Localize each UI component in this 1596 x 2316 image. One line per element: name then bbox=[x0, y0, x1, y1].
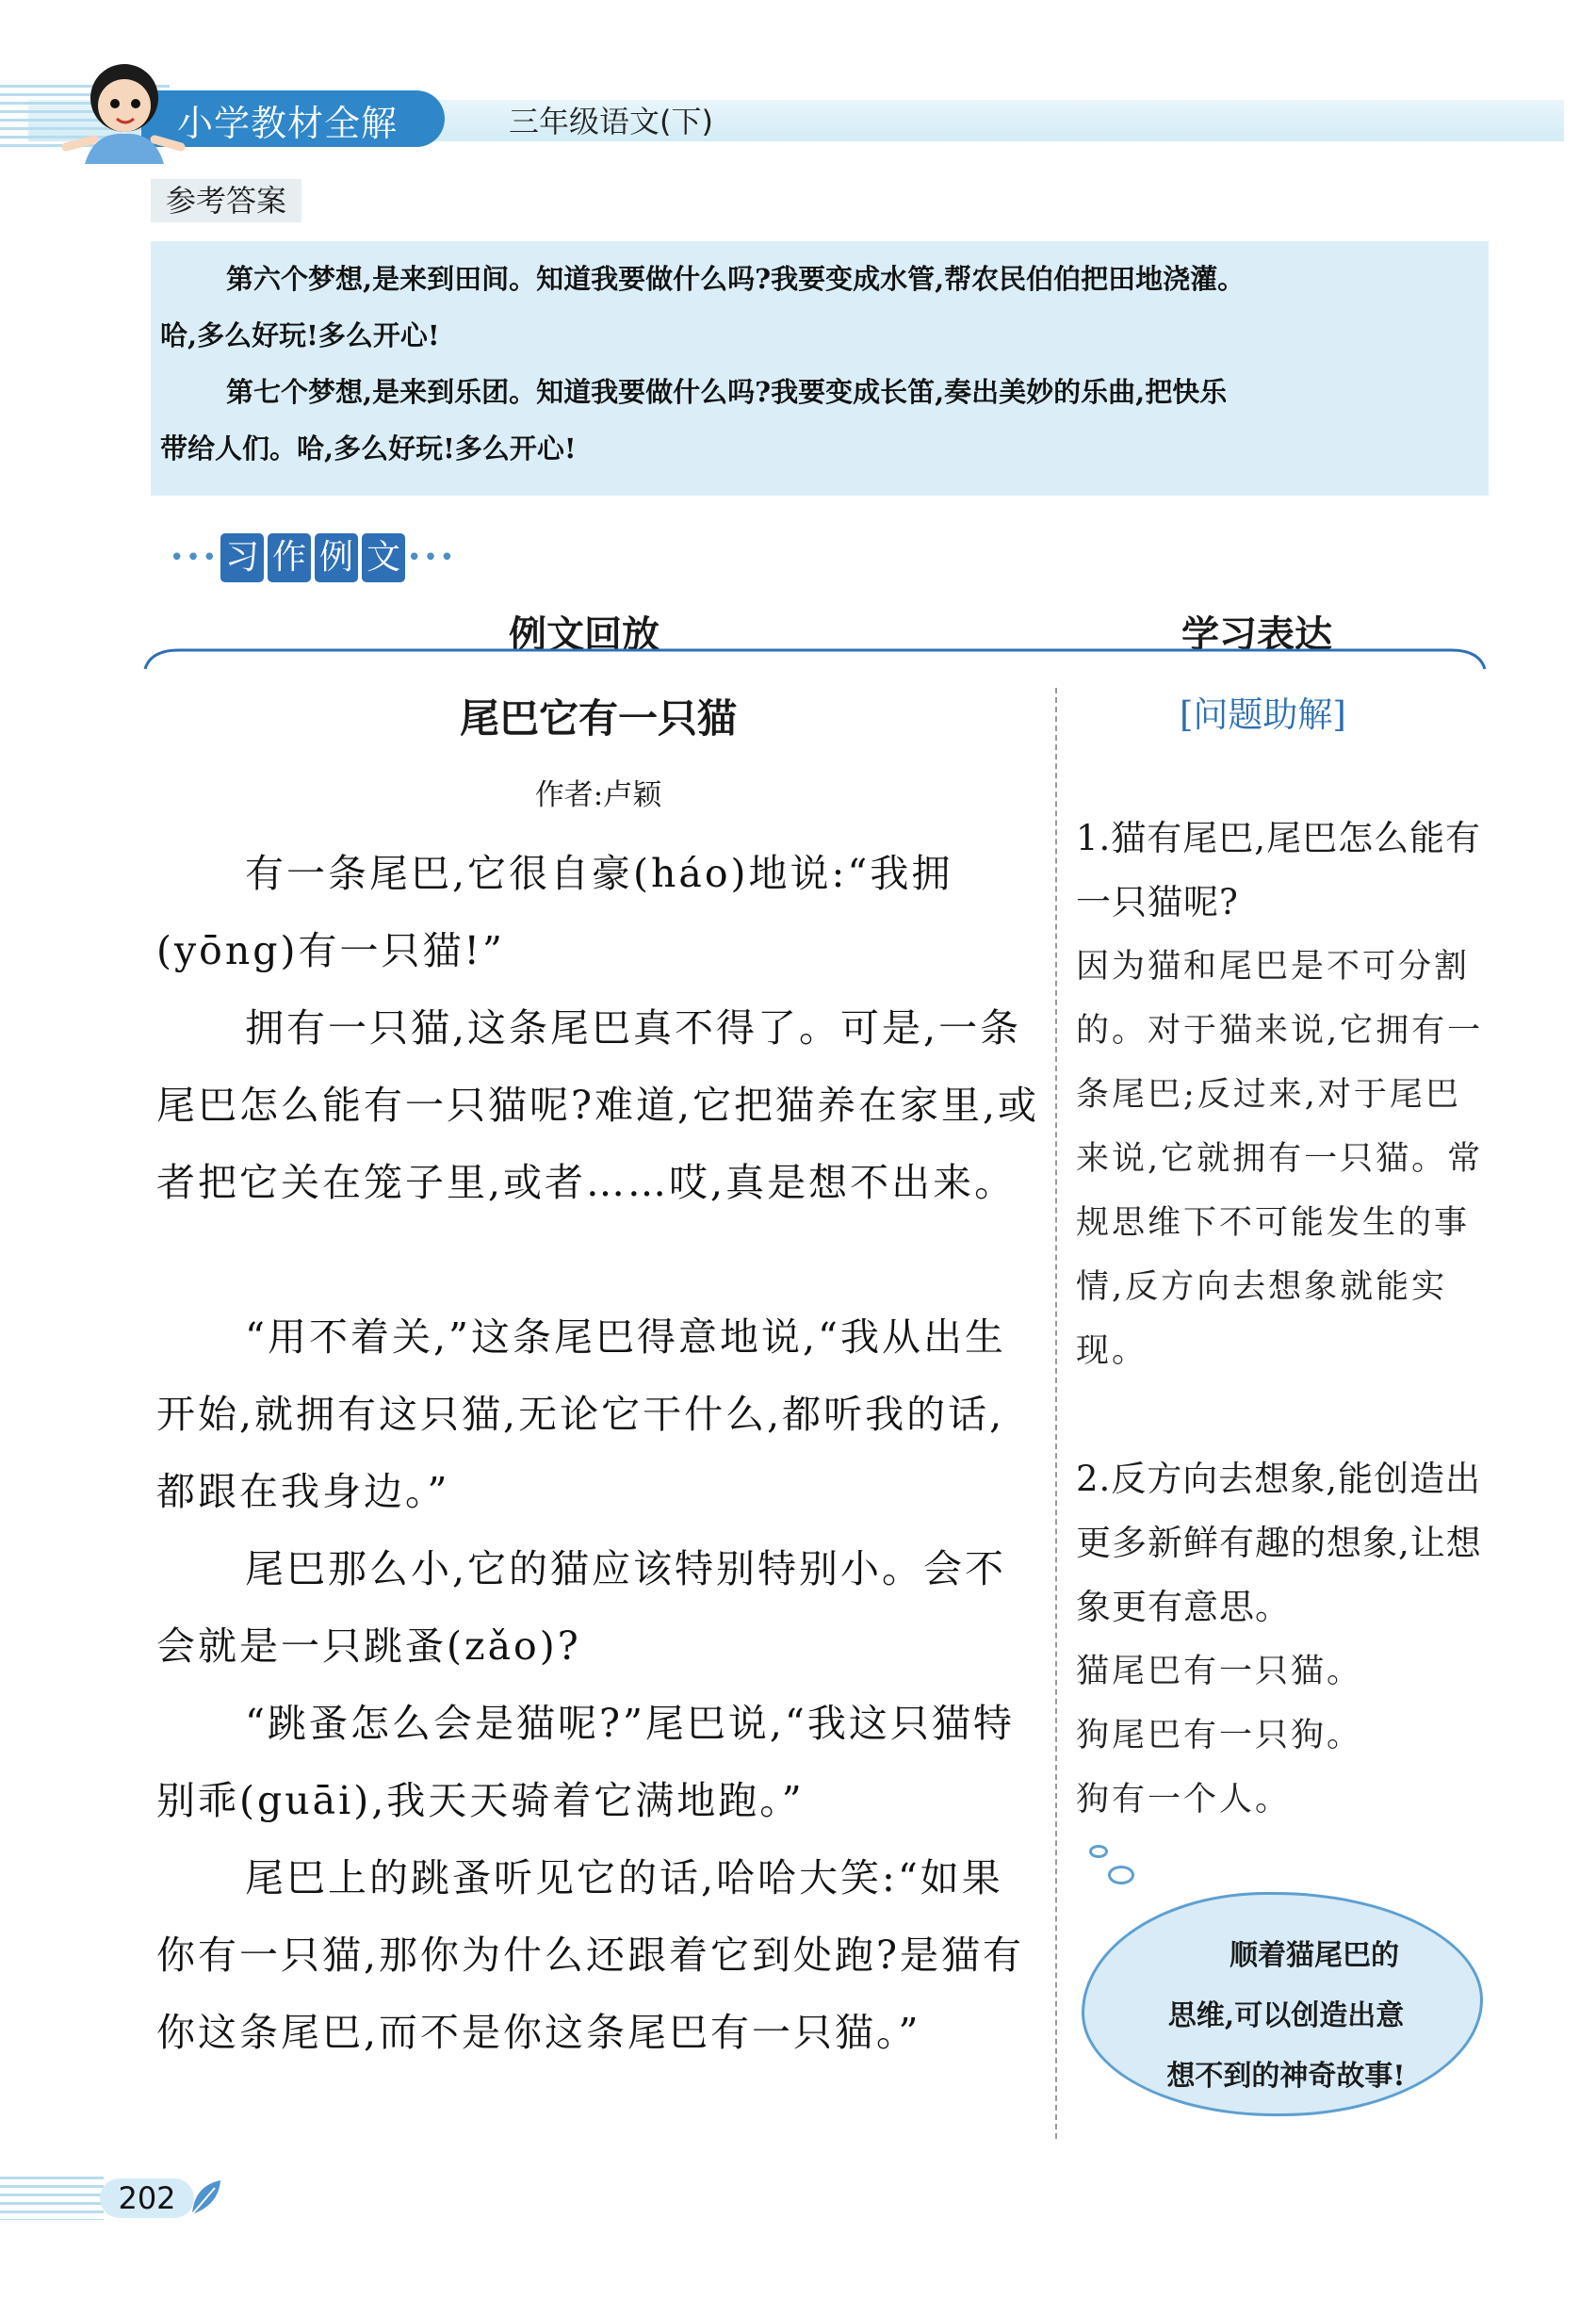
sidebar-example: 狗有一个人。 bbox=[1076, 1781, 1292, 1819]
sidebar-question-2: 2.反方向去想象,能创造出更多新鲜有趣的想象,让想象更有意思。 bbox=[1076, 1459, 1482, 1627]
story-title: 尾巴它有一只猫 bbox=[459, 695, 737, 742]
answer-line: 第七个梦想,是来到乐团。知道我要做什么吗?我要变成长笛,奏出美妙的乐曲,把快乐 bbox=[226, 376, 1228, 408]
bubble-text bbox=[1112, 1926, 1460, 2107]
section-badge bbox=[170, 533, 456, 582]
sidebar-example: 狗尾巴有一只狗。 bbox=[1076, 1717, 1363, 1754]
story-paragraph: “用不着关,”这条尾巴得意地说,“我从出生开始,就拥有这只猫,无论它干什么,都听我的话,都跟在我身边。” bbox=[156, 1314, 1006, 1514]
cartoon-boy-icon bbox=[57, 53, 188, 166]
story-paragraph: 拥有一只猫,这条尾巴真不得了。可是,一条尾巴怎么能有一只猫呢?难道,它把猫养在家里,或者把它关在笼子里,或者……哎,真是想不出来。 bbox=[156, 1005, 1040, 1205]
book-title: 小学教材全解 bbox=[177, 103, 399, 144]
story-author: 作者:卢颖 bbox=[534, 778, 662, 812]
badge-char: 习 bbox=[220, 533, 264, 582]
thought-dot bbox=[1089, 1845, 1108, 1858]
sidebar-question-1: 1.猫有尾巴,尾巴怎么能有一只猫呢? bbox=[1076, 818, 1482, 922]
decor-dots: ••• bbox=[407, 544, 457, 572]
answer-line: 哈,多么好玩!多么开心! bbox=[160, 319, 440, 351]
footer-decor-lines bbox=[0, 2177, 104, 2220]
badge-char: 文 bbox=[362, 533, 405, 582]
leaf-icon bbox=[187, 2177, 224, 2220]
left-column-heading: 例文回放 bbox=[509, 613, 660, 657]
story-paragraph: 尾巴那么小,它的猫应该特别特别小。会不会就是一只跳蚤(zǎo)? bbox=[156, 1546, 1007, 1669]
heading-rule bbox=[141, 644, 1489, 673]
badge-char: 作 bbox=[268, 533, 311, 582]
answer-line: 第六个梦想,是来到田间。知道我要做什么吗?我要变成水管,帮农民伯伯把田地浇灌。 bbox=[226, 263, 1246, 295]
story-paragraph: 尾巴上的跳蚤听见它的话,哈哈大笑:“如果你有一只猫,那你为什么还跟着它到处跑?是猫有你这条尾巴,而不是你这条尾巴有一只猫。” bbox=[156, 1855, 1025, 2055]
column-divider bbox=[1055, 688, 1057, 2139]
right-column-heading: 学习表达 bbox=[1181, 613, 1332, 657]
sidebar-answer-1: 因为猫和尾巴是不可分割的。对于猫来说,它拥有一条尾巴;反过来,对于尾巴来说,它就拥有一只猫。常规思维下不可能发生的事情,反方向去想象就能实现。 bbox=[1076, 948, 1484, 1370]
answer-line: 带给人们。哈,多么好玩!多么开心! bbox=[160, 432, 577, 465]
page-number: 202 bbox=[100, 2178, 194, 2218]
bubble-line: 思维,可以创造出意 bbox=[1167, 1999, 1405, 2032]
bubble-line: 想不到的神奇故事! bbox=[1166, 2060, 1406, 2093]
badge-char: 例 bbox=[315, 533, 358, 582]
thought-dot bbox=[1108, 1866, 1134, 1884]
bubble-line: 顺着猫尾巴的 bbox=[1230, 1939, 1399, 1972]
story-paragraph: “跳蚤怎么会是猫呢?”尾巴说,“我这只猫特别乖(guāi),我天天骑着它满地跑。” bbox=[156, 1701, 1015, 1823]
story-paragraph: 有一条尾巴,它很自豪(háo)地说:“我拥(yōng)有一只猫!” bbox=[156, 851, 953, 973]
decor-dots: ••• bbox=[170, 544, 220, 572]
sidebar-example: 猫尾巴有一只猫。 bbox=[1076, 1653, 1363, 1690]
sidebar-tag: [问题助解] bbox=[1180, 694, 1346, 735]
answer-label: 参考答案 bbox=[151, 179, 301, 222]
grade-subject: 三年级语文(下) bbox=[509, 104, 713, 139]
